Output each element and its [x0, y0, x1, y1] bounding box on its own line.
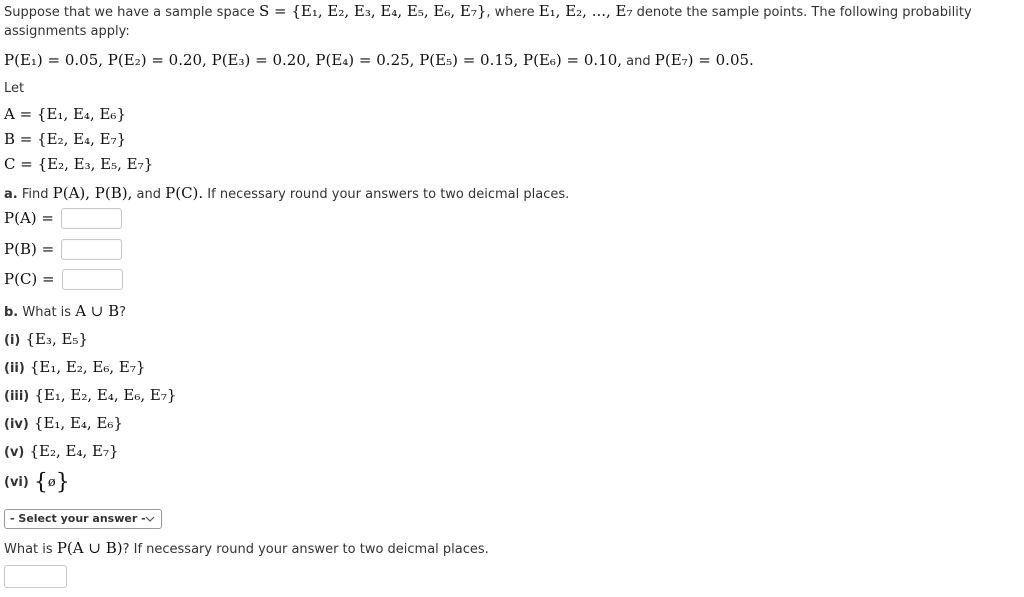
pa-answer-input[interactable] [61, 208, 122, 229]
pb-answer-input[interactable] [61, 239, 122, 260]
set-b-definition: B = {E₂, E₄, E₇} [4, 130, 127, 148]
empty-set-symbol: ø [47, 475, 56, 490]
part-a-pa-pb: P(A), P(B), [52, 184, 133, 202]
option-set [33, 470, 70, 495]
prob-suffix: ? If necessary round your answer to two deicmal places. [122, 542, 489, 557]
option-set: {E₁, E₂, E₆, E₇} [29, 358, 146, 376]
answer-row-pb [4, 239, 122, 260]
part-a-label: a. [4, 187, 18, 202]
select-selected-value: - Select your answer - [10, 512, 146, 525]
part-b-label: b. [4, 305, 19, 320]
prob-prefix: What is [4, 542, 57, 557]
union-expression: A ∪ B [75, 302, 120, 320]
intro-line [4, 1, 972, 20]
sample-space-expression: S = {E₁, E₂, E₃, E₄, E₅, E₆, E₇} [258, 2, 487, 20]
option-number: (i) [4, 333, 21, 348]
option-vi [4, 470, 70, 495]
option-ii [4, 357, 145, 376]
part-a-suffix: If necessary round your answers to two deicmal places. [203, 187, 570, 202]
pb-label: P(B) = [4, 240, 55, 258]
option-set: {E₁, E₂, E₄, E₆, E₇} [34, 386, 177, 404]
answer-select[interactable] [4, 509, 162, 529]
assignment-e7: P(E₇) = 0.05. [654, 51, 754, 69]
option-iv [4, 413, 123, 432]
chevron-down-icon [145, 510, 155, 535]
part-a-question [4, 183, 569, 202]
answer-row-pa [4, 208, 122, 229]
option-number: (iv) [4, 417, 29, 432]
intro-prefix: Suppose that we have a sample space [4, 5, 259, 20]
answer-row-pc [4, 269, 123, 290]
set-c-definition: C = {E₂, E₃, E₅, E₇} [4, 155, 154, 173]
intro-suffix: denote the sample points. The following probability [632, 5, 972, 20]
option-iii [4, 385, 176, 404]
set-a-definition: A = {E₁, E₄, E₆} [4, 105, 126, 123]
intro-line-2: assignments apply: [4, 24, 130, 39]
intro-middle: , where [486, 5, 539, 20]
option-i [4, 329, 88, 348]
assignments-expression: P(E₁) = 0.05, P(E₂) = 0.20, P(E₃) = 0.20, P(E₄) = 0.25, P(E₅) = 0.15, P(E₆) = 0.10, [4, 51, 623, 69]
option-number: (iii) [4, 389, 30, 404]
pc-label: P(C) = [4, 270, 55, 288]
option-number: (ii) [4, 361, 25, 376]
part-a-and: and [132, 187, 166, 202]
option-set: {E₁, E₄, E₆} [33, 414, 123, 432]
part-b-question [4, 301, 126, 320]
brace-open: { [33, 470, 48, 495]
part-a-prefix: Find [17, 187, 53, 202]
pa-label: P(A) = [4, 209, 54, 227]
option-set: {E₂, E₄, E₇} [29, 442, 119, 460]
part-b-prefix: What is [18, 305, 76, 320]
prob-union-expression: P(A ∪ B) [56, 539, 123, 557]
option-number: (vi) [4, 475, 29, 490]
union-probability-input[interactable] [4, 565, 67, 588]
option-v [4, 441, 119, 460]
part-b-suffix: ? [119, 305, 127, 320]
option-set: {E₃, E₅} [25, 330, 88, 348]
brace-close: } [55, 470, 70, 495]
let-label: Let [4, 81, 25, 96]
probability-assignments [4, 50, 754, 69]
assignments-and: and [622, 54, 655, 69]
sample-points-expression: E₁, E₂, ..., E₇ [538, 2, 633, 20]
pc-answer-input[interactable] [62, 269, 123, 290]
part-a-pc: P(C). [165, 184, 204, 202]
option-number: (v) [4, 445, 25, 460]
union-probability-question [4, 538, 489, 557]
